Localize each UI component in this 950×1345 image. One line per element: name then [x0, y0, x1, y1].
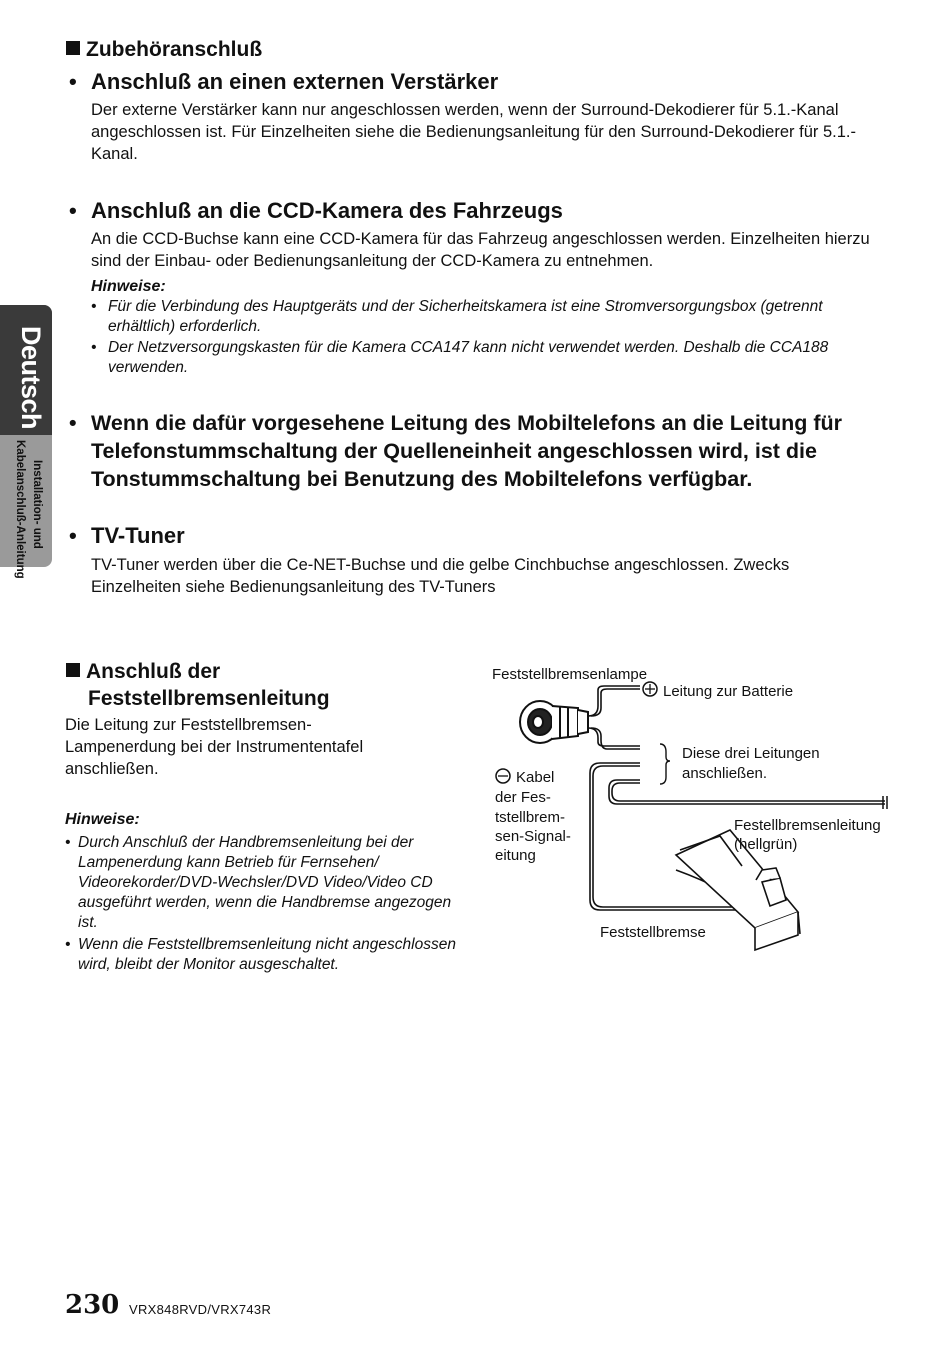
- brake-wire-label: Festellbremsenleitung: [734, 817, 881, 834]
- note-item: • Der Netzversorgungskasten für die Kamera CCA147 kann nicht verwendet werden. Deshalb die CCA188 verwenden.: [91, 339, 829, 376]
- manual-subtitle-1: Installation- und: [31, 460, 43, 549]
- item-title: TV-Tuner: [91, 523, 185, 548]
- connect-label-1: Diese drei Leitungen: [682, 745, 820, 762]
- section-heading-line2: Feststellbremsenleitung: [88, 687, 330, 710]
- connect-label-2: anschließen.: [682, 765, 768, 782]
- square-bullet-icon: [66, 41, 80, 55]
- lamp-icon: [520, 701, 588, 743]
- model-number: VRX848RVD/VRX743R: [129, 1302, 272, 1317]
- note-text: Der Netzversorgungskasten für die Kamera CCA147 kann nicht verwendet werden. Deshalb die CCA188 verwenden.: [108, 339, 829, 376]
- item-text: Der externe Verstärker kann nur angeschlossen werden, wenn der Surround-Dekodierer für 5.1.-Kanal angeschlossen ist. Für Einzelheiten siehe die Bedienungsanleitung für den Surround-Dekodierer für 5.1.-Kanal.: [91, 101, 856, 163]
- bullet-icon: •: [69, 411, 77, 435]
- battery-wire-label: Leitung zur Batterie: [663, 683, 794, 700]
- item-ccd-camera: [69, 197, 891, 378]
- note-text: Für die Verbindung des Hauptgeräts und der Sicherheitskamera ist eine Stromversorgungsbox (getrennt erhältlich) erforderlich.: [108, 298, 823, 335]
- bullet-icon: •: [69, 523, 77, 548]
- minus-label-4: sen-Signal-: [495, 828, 571, 845]
- side-tab: [0, 305, 52, 579]
- brace-icon: [660, 744, 670, 784]
- section2-text: Die Leitung zur Feststellbremsen-Lampenerdung bei der Instrumententafel anschließen.: [65, 716, 364, 778]
- minus-label-3: tstellbrem-: [495, 809, 566, 826]
- minus-label-1: Kabel: [516, 769, 555, 786]
- square-bullet-icon: [66, 663, 80, 677]
- notes-heading: Hinweise:: [91, 278, 166, 295]
- page-number: 230: [65, 1290, 120, 1320]
- item-phone-mute: [69, 409, 901, 493]
- note-item: • Wenn die Feststellbremsenleitung nicht angeschlossen wird, bleibt der Monitor ausgeschaltet.: [65, 936, 456, 973]
- language-label: Deutsch: [16, 326, 46, 430]
- item-title: Wenn die dafür vorgesehene Leitung des Mobiltelefons an die Leitung für Telefonstummschaltung der Quelleneinheit angeschlossen wird, ist die Tonstummschaltung bei Benutzung des Mobiltelefons verfügbar.: [91, 411, 842, 491]
- note-text: Wenn die Feststellbremsenleitung nicht angeschlossen wird, bleibt der Monitor ausgeschaltet.: [78, 936, 456, 973]
- bullet-icon: •: [69, 198, 77, 223]
- wire-end-icon: [883, 796, 887, 809]
- item-text: TV-Tuner werden über die Ce-NET-Buchse und die gelbe Cinchbuchse angeschlossen. Zwecks Einzelheiten siehe Bedienungsanleitung des TV-Tuners: [91, 556, 790, 596]
- notes-heading: Hinweise:: [65, 811, 140, 828]
- manual-subtitle-2: Kabelanschluß-Anleitung: [14, 440, 26, 579]
- section-heading-accessories: [66, 37, 262, 63]
- wiring-diagram: [480, 660, 900, 980]
- section2-notes: [65, 810, 460, 975]
- section-heading-text: Zubehöranschluß: [86, 38, 263, 61]
- bullet-icon: •: [69, 69, 77, 94]
- note-item: • Durch Anschluß der Handbremsenleitung bei der Lampenerdung kann Betrieb für Fernsehen/ Videorekorder/DVD-Wechsler/DVD Video/Video CD ausgeführt werden, wenn die Handbremse angezogen ist.: [65, 834, 452, 931]
- section-heading-parking-brake: [66, 659, 220, 685]
- item-title: Anschluß an die CCD-Kamera des Fahrzeugs: [91, 198, 563, 223]
- parking-brake-label: Feststellbremse: [600, 924, 706, 941]
- item-title: Anschluß an einen externen Verstärker: [91, 69, 499, 94]
- minus-label-5: eitung: [495, 847, 536, 864]
- lamp-label: Feststellbremsenlampe: [492, 666, 648, 683]
- brake-wire-color-label: (hellgrün): [734, 836, 798, 853]
- item-tv-tuner: [69, 522, 891, 598]
- note-text: Durch Anschluß der Handbremsenleitung bei der Lampenerdung kann Betrieb für Fernsehen/ Videorekorder/DVD-Wechsler/DVD Video/Video CD ausgeführt werden, wenn die Handbremse angezogen ist.: [78, 834, 452, 931]
- item-text: An die CCD-Buchse kann eine CCD-Kamera für das Fahrzeug angeschlossen werden. Einzelheiten hierzu sind der Einbau- oder Bedienungsanleitung der CCD-Kamera zu entnehmen.: [91, 230, 870, 270]
- minus-label-2: der Fes-: [495, 789, 551, 806]
- item-external-amplifier: [69, 68, 891, 165]
- note-item: • Für die Verbindung des Hauptgeräts und der Sicherheitskamera ist eine Stromversorgungsbox (getrennt erhältlich) erforderlich.: [91, 298, 823, 335]
- section-heading-text: Anschluß der: [86, 660, 221, 683]
